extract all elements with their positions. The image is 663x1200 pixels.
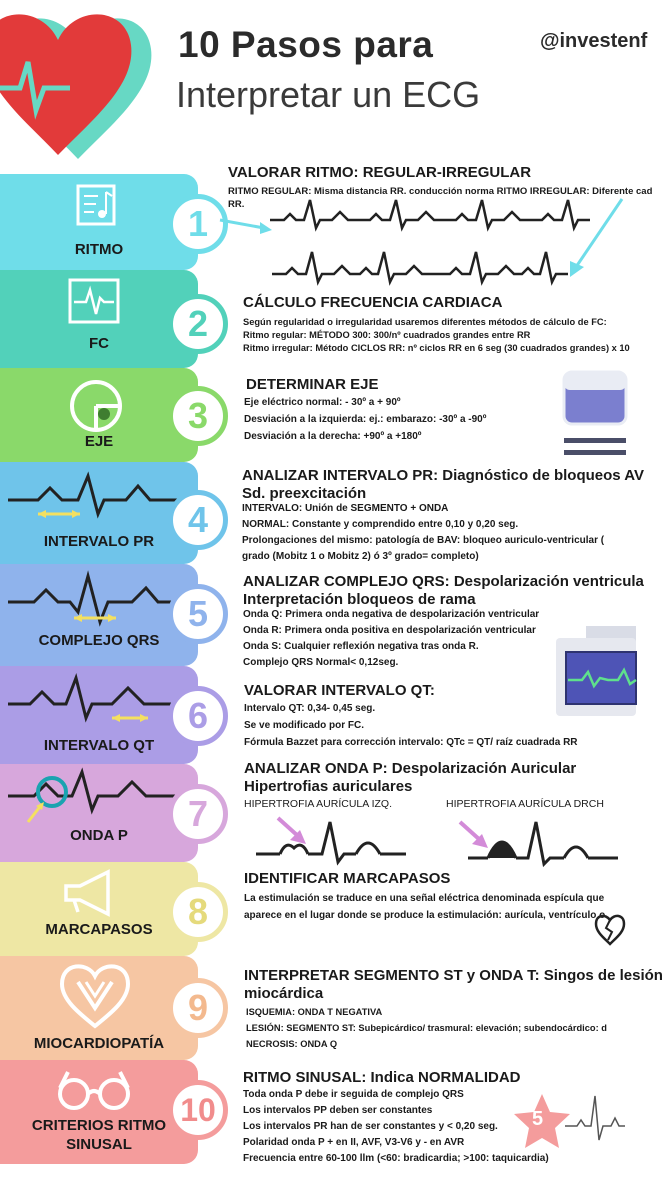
step-heading-3: DETERMINAR EJE <box>246 376 379 393</box>
heart-outline-icon <box>60 962 130 1028</box>
megaphone-icon <box>62 870 118 916</box>
step-label-8: MARCAPASOS <box>45 921 153 938</box>
page-title: 10 Pasos para <box>178 24 434 65</box>
step-heading-6: VALORAR INTERVALO QT: <box>244 682 435 699</box>
heart-logo-icon <box>0 0 150 165</box>
step-label-4: INTERVALO PR <box>43 533 155 550</box>
monitor-device-icon <box>560 368 630 458</box>
step-label-5: COMPLEJO QRS <box>38 632 160 649</box>
step-body-1: RITMO REGULAR: Misma distancia RR. conducción norma RITMO IRREGULAR: Diferente cad RR. <box>228 186 653 210</box>
pr-interval-wave-icon <box>8 470 188 530</box>
ecg-machine-icon <box>556 622 636 712</box>
step-label-2: FC <box>89 335 109 352</box>
step-number-10: 10 <box>168 1080 228 1140</box>
step-label-10-line1: CRITERIOS RITMO <box>31 1117 167 1134</box>
step-number-3: 3 <box>168 386 228 446</box>
step-heading-7: ANALIZAR ONDA P: Despolarización Auricular Hipertrofias auriculares <box>244 760 577 795</box>
step-number-9: 9 <box>168 978 228 1038</box>
step-label-10 <box>0 1116 198 1154</box>
step-number-7: 7 <box>168 784 228 844</box>
step-label-9: MIOCARDIOPATÍA <box>33 1035 165 1052</box>
step-body-5: Onda Q: Primera onda negativa de despolarización ventricular Onda R: Primera onda positiva en despolarización ventricular Onda S: Cualquier reflexión negativa tras onda R. Complejo QRS Normal< 0,12seg. <box>243 609 540 668</box>
author-handle: @investenf <box>540 30 648 52</box>
step-number-8: 8 <box>168 882 228 942</box>
star-badge-number: 5 <box>532 1108 544 1130</box>
step-label-6: INTERVALO QT <box>43 737 155 754</box>
broken-heart-icon <box>594 914 630 946</box>
step-heading-10: RITMO SINUSAL: Indica NORMALIDAD <box>243 1069 521 1086</box>
step-heading-2: CÁLCULO FRECUENCIA CARDIACA <box>243 294 503 311</box>
step-body-2: Según regularidad o irregularidad usaremos diferentes métodos de cálculo de FC: Ritmo regular: MÉTODO 300: 300/nº cuadrados grandes entre RR Ritmo irregular: Método CICLOS RR: nº ciclos RR en 6 seg (30 cuadrados grandes) x 10 <box>243 317 630 353</box>
qt-interval-wave-icon <box>8 674 188 734</box>
step-number-1: 1 <box>168 194 228 254</box>
step-heading-4: ANALIZAR INTERVALO PR: Diagnóstico de bloqueos AV Sd. preexcitación <box>242 467 644 502</box>
left-atrial-hypertrophy-label: HIPERTROFIA AURÍCULA IZQ. <box>244 798 393 810</box>
step-label-3: EJE <box>84 433 114 450</box>
axis-dial-icon <box>68 378 124 434</box>
arrow-to-regular-strip <box>216 216 276 236</box>
step-number-4: 4 <box>168 490 228 550</box>
glasses-icon <box>54 1068 134 1112</box>
pink-arrow-left <box>276 816 310 850</box>
page-subtitle: Interpretar un ECG <box>176 74 481 115</box>
step-body-4: INTERVALO: Unión de SEGMENTO + ONDA NORMAL: Constante y comprendido entre 0,10 y 0,20 seg. Prolongaciones del mismo: patología de BAV: bloqueo auriculo-ventricular ( grado (Mobitz 1 o Mobitz 2) ó 3º grado= completo) <box>242 503 605 562</box>
step-heading-9: INTERPRETAR SEGMENTO ST y ONDA T: Singos de lesión miocárdica <box>244 967 663 1002</box>
step-label-1: RITMO <box>74 241 124 258</box>
step-label-10-line2: SINUSAL <box>66 1136 132 1153</box>
right-atrial-hypertrophy-label: HIPERTROFIA AURÍCULA DRCH <box>446 798 604 810</box>
sinus-ecg-trace <box>565 1090 625 1150</box>
qrs-complex-wave-icon <box>8 572 188 632</box>
music-sheet-icon <box>78 186 118 226</box>
ecg-regular-strip <box>270 196 590 236</box>
step-body-8: La estimulación se traduce en una señal eléctrica denominada espícula que aparece en el lugar donde se produce la estimulación: aurícula, ventrículo o <box>244 893 606 921</box>
step-body-3: Eje eléctrico normal: - 30º a + 90º Desviación a la izquierda: ej.: embarazo: -30º a -90º Desviación a la derecha: +90º a +180º <box>244 397 487 442</box>
step-heading-5: ANALIZAR COMPLEJO QRS: Despolarización ventricula Interpretación bloqueos de rama <box>243 573 644 608</box>
step-heading-1: VALORAR RITMO: REGULAR-IRREGULAR <box>228 164 532 181</box>
step-number-2: 2 <box>168 294 228 354</box>
ecg-irregular-strip <box>272 248 572 288</box>
pink-arrow-right <box>458 820 492 854</box>
step-label-7: ONDA P <box>70 827 128 844</box>
heart-monitor-icon <box>70 280 120 324</box>
step-number-5: 5 <box>168 584 228 644</box>
arrow-to-irregular-strip <box>560 195 630 285</box>
step-heading-8: IDENTIFICAR MARCAPASOS <box>244 870 451 887</box>
step-body-9: ISQUEMIA: ONDA T NEGATIVA LESIÓN: SEGMENTO ST: Subepicárdico/ trasmural: elevación; subendocárdico: d NECROSIS: ONDA Q <box>246 1007 607 1049</box>
step-number-6: 6 <box>168 686 228 746</box>
step-body-10: Toda onda P debe ir seguida de complejo QRS Los intervalos PP deben ser constantes Los intervalos PR han de ser constantes y < 0,20 seg. Polaridad onda P + en II, AVF, V3-V6 y - en AVR Frecuencia entre 60-100 llm (<60: bradicardia; >100: taquicardia) <box>243 1089 549 1164</box>
p-wave-icon <box>8 770 188 830</box>
step-body-6: Intervalo QT: 0,34- 0,45 seg. Se ve modificado por FC. Fórmula Bazzet para corrección intervalo: QTc = QT/ raíz cuadrada RR <box>244 703 578 748</box>
